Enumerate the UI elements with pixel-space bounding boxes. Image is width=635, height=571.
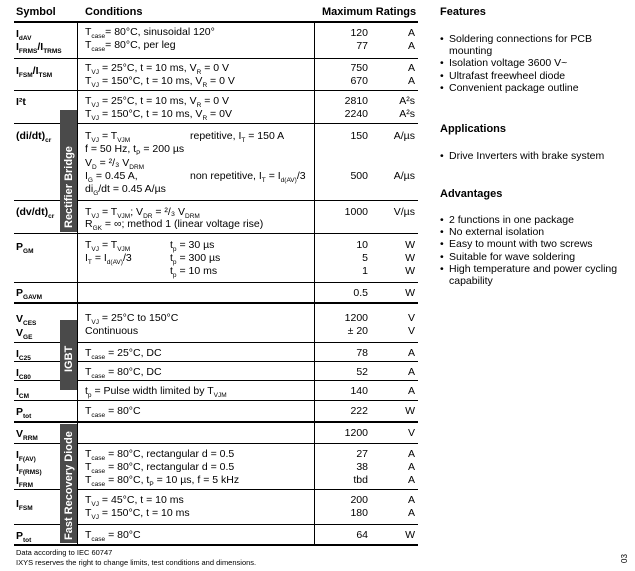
- header-conditions: Conditions: [85, 6, 143, 18]
- symbol-v-ge: $V_{GE}$: [16, 327, 33, 342]
- rectifier-label: Rectifier Bridge: [63, 146, 75, 228]
- applications-list: [440, 150, 620, 162]
- condition: $T_{case} = 80^\circ C$, DC: [85, 366, 162, 381]
- condition: $T_{VJ} = 45^\circ C$, t = 10 ms: [85, 494, 184, 509]
- header-symbol: Symbol: [16, 6, 56, 18]
- condition: $T_{case} = 80^\circ C$: [85, 529, 141, 544]
- symbol-i-fav: $I_{F(AV)}$: [16, 449, 36, 464]
- rating-unit: W: [405, 529, 415, 541]
- condition: $T_{VJ} = 25^\circ C$, t = 10 ms, $V_R = 0$ V: [85, 62, 230, 77]
- list-item: • Soldering connections for PCB mounting: [440, 33, 620, 57]
- symbol-i-fsm: $I_{FSM}/I_{TSM}$: [16, 65, 53, 80]
- rating-value: 5: [362, 252, 368, 264]
- symbol-i-c80: $I_{C80}$: [16, 367, 31, 382]
- rating-value: 500: [350, 170, 368, 182]
- symbol-v-ces: $V_{CES}$: [16, 313, 37, 328]
- symbol-i-dav: $I_{dAV}$: [16, 28, 32, 43]
- rating-unit: A: [407, 75, 415, 87]
- condition: $T_{case} = 25^\circ C$, DC: [85, 347, 162, 362]
- symbol-p-gavm: $P_{GAVM}$: [16, 287, 43, 302]
- rating-value: 222: [350, 405, 368, 417]
- list-item: • 2 functions in one package: [440, 214, 630, 226]
- features-title: Features: [440, 6, 486, 18]
- rating-unit: A: [407, 461, 415, 473]
- section-divider: [14, 302, 418, 304]
- symbol-p-tot-diode: $P_{tot}$: [16, 530, 32, 545]
- condition: $T_{case}= 80^\circ C$, per leg: [85, 39, 176, 54]
- list-item: • Suitable for wave soldering: [440, 251, 630, 263]
- condition: $t_p = 300$ µs: [170, 252, 221, 267]
- column-divider: [77, 22, 78, 544]
- list-item: • Drive Inverters with brake system: [440, 150, 620, 162]
- advantages-list: [440, 214, 630, 287]
- rating-value: 52: [356, 366, 368, 378]
- rating-unit: A: [407, 347, 415, 359]
- rating-value: 1200: [344, 312, 368, 324]
- list-item: • Isolation voltage 3600 V~: [440, 57, 620, 69]
- condition: $T_{case} = 80^\circ C$: [85, 405, 141, 420]
- advantages-title: Advantages: [440, 188, 503, 200]
- symbol-i2t: I²t: [16, 96, 26, 108]
- rating-unit: V: [407, 312, 415, 324]
- condition: $T_{VJ} = T_{VJM}$: [85, 239, 131, 254]
- rating-unit: A: [407, 494, 415, 506]
- condition: non repetitive, $I_T = I_{d(AV)}/3$: [190, 170, 306, 185]
- list-item: • No external isolation: [440, 226, 630, 238]
- condition: $V_D = ^2/_3$ $V_{DRM}$: [85, 157, 145, 172]
- condition: $I_G = 0.45$ A,: [85, 170, 138, 185]
- row-divider: [14, 233, 418, 234]
- rating-value: 180: [350, 507, 368, 519]
- applications-title: Applications: [440, 123, 507, 135]
- rating-value: 1: [362, 265, 368, 277]
- rating-value: 750: [350, 62, 368, 74]
- condition: $R_{GK}$ = ∞; method 1 (linear voltage rise): [85, 218, 264, 233]
- header-max-ratings: Maximum Ratings: [322, 6, 417, 18]
- list-item: • Convenient package outline: [440, 82, 620, 94]
- rating-unit: A: [407, 40, 415, 52]
- rating-unit: W: [405, 287, 415, 299]
- row-divider: [14, 282, 418, 283]
- symbol-i-fsm: $I_{FSM}$: [16, 498, 33, 513]
- symbol-v-rrm: $V_{RRM}$: [16, 428, 38, 443]
- rating-unit: W: [405, 405, 415, 417]
- rating-value: 27: [356, 448, 368, 460]
- symbol-di-dt: $(di/dt)_{cr}$: [16, 130, 52, 145]
- list-item: • Ultrafast freewheel diode: [440, 70, 620, 82]
- rating-unit: A: [407, 366, 415, 378]
- rating-value: 78: [356, 347, 368, 359]
- condition: $T_{VJ} = 150^\circ C$, t = 10 ms: [85, 507, 190, 522]
- symbol-i-c25: $I_{C25}$: [16, 348, 31, 363]
- rating-unit: A/µs: [393, 170, 415, 182]
- symbol-p-tot: $P_{tot}$: [16, 406, 32, 421]
- row-divider: [14, 90, 418, 91]
- condition: $T_{VJ} = 150^\circ C$, t = 10 ms, $V_R = 0$ V: [85, 75, 235, 90]
- rating-unit: A: [407, 474, 415, 486]
- rating-value: ± 20: [347, 325, 368, 337]
- condition: $t_p = 10$ ms: [170, 265, 218, 280]
- footer-data-note: Data according to IEC 60747: [16, 548, 113, 557]
- condition: f = 50 Hz, $t_P = 200$ µs: [85, 143, 185, 158]
- condition: $T_{VJ} = T_{VJM}$; $V_{DR} = ^2/_3$ $V_{DRM}$: [85, 206, 200, 221]
- diode-label: Fast Recovery Diode: [63, 431, 75, 540]
- rating-value: 38: [356, 461, 368, 473]
- rating-unit: W: [405, 239, 415, 251]
- condition: $t_p$ = Pulse width limited by $T_{VJM}$: [85, 385, 227, 400]
- rating-value: 64: [356, 529, 368, 541]
- condition: $T_{case} = 80^\circ C$, $t_P = 10$ µs, f = 5 kHz: [85, 474, 240, 489]
- page-code: 03: [620, 554, 629, 563]
- rating-unit: A: [407, 62, 415, 74]
- rating-value: 2240: [344, 108, 368, 120]
- rating-unit: V: [407, 427, 415, 439]
- rating-value: 200: [350, 494, 368, 506]
- condition: repetitive, $I_T = 150$ A: [190, 130, 285, 145]
- rating-value: 10: [356, 239, 368, 251]
- condition: $t_p = 30$ µs: [170, 239, 215, 254]
- rating-unit: W: [405, 252, 415, 264]
- section-divider: [14, 421, 418, 423]
- rating-value: 150: [350, 130, 368, 142]
- rating-unit: A: [407, 27, 415, 39]
- list-item: • High temperature and power cycling capability: [440, 263, 630, 287]
- rating-unit: A: [407, 507, 415, 519]
- rating-unit: A²s: [399, 108, 415, 120]
- symbol-i-frms: $I_{FRMS}/I_{TRMS}$: [16, 41, 62, 56]
- symbol-i-cm: $I_{CM}$: [16, 386, 30, 401]
- rating-value: 120: [350, 27, 368, 39]
- rating-unit: W: [405, 265, 415, 277]
- condition: $T_{case} = 80^\circ C$, rectangular d = 0.5: [85, 448, 235, 463]
- rating-unit: V: [407, 325, 415, 337]
- features-list: [440, 33, 620, 94]
- rating-value: tbd: [353, 474, 368, 486]
- row-divider: [14, 400, 418, 401]
- rating-value: 77: [356, 40, 368, 52]
- condition: $T_{VJ} = T_{VJM}$: [85, 130, 131, 145]
- rating-value: 140: [350, 385, 368, 397]
- condition: $T_{VJ} = 25^\circ C$ to 150°C: [85, 312, 179, 327]
- condition: $T_{VJ} = 150^\circ C$, t = 10 ms, $V_R = 0V$: [85, 108, 232, 123]
- condition: $T_{case} = 80^\circ C$, rectangular d = 0.5: [85, 461, 235, 476]
- condition: $T_{case}= 80^\circ C$, sinusoidal 120°: [85, 26, 215, 41]
- rating-unit: A/µs: [393, 130, 415, 142]
- rating-unit: A²s: [399, 95, 415, 107]
- footer-disclaimer: IXYS reserves the right to change limits, test conditions and dimensions.: [16, 558, 257, 567]
- rating-value: 1000: [344, 206, 368, 218]
- condition: $I_T = I_{d(AV)}/3$: [85, 252, 132, 267]
- rating-unit: A: [407, 448, 415, 460]
- header-rule: [14, 21, 418, 23]
- rating-value: 670: [350, 75, 368, 87]
- rating-value: 2810: [344, 95, 368, 107]
- condition: $T_{VJ} = 25^\circ C$, t = 10 ms, $V_R = 0$ V: [85, 95, 230, 110]
- condition: $di_G/dt = 0.45$ A/µs: [85, 183, 166, 198]
- rating-unit: V/µs: [393, 206, 415, 218]
- rating-value: 0.5: [353, 287, 368, 299]
- symbol-dv-dt: $(dv/dt)_{cr}$: [16, 206, 55, 221]
- symbol-p-gm: $P_{GM}$: [16, 241, 34, 256]
- symbol-i-frm: $I_{FRM}$: [16, 475, 34, 490]
- table-bottom-rule: [14, 544, 418, 546]
- row-divider: [14, 58, 418, 59]
- condition: Continuous: [85, 325, 139, 337]
- rating-unit: A: [407, 385, 415, 397]
- igbt-label: IGBT: [63, 345, 75, 372]
- rating-value: 1200: [344, 427, 368, 439]
- list-item: • Easy to mount with two screws: [440, 238, 630, 250]
- symbol-i-frms: $I_{F(RMS)}$: [16, 462, 42, 477]
